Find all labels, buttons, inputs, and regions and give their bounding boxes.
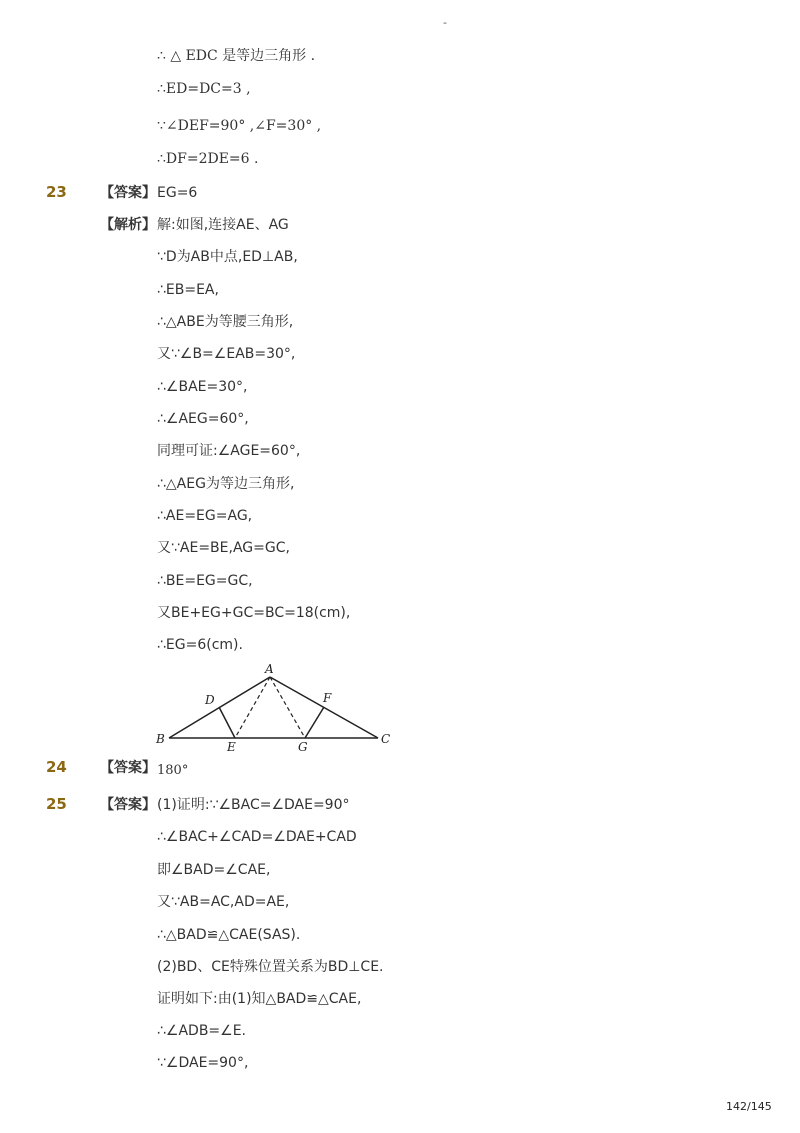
prev-line-1: ∴ △ EDC 是等边三角形 . bbox=[157, 48, 316, 64]
question-number-23: 23 bbox=[46, 183, 67, 201]
segment-DE bbox=[219, 707, 235, 738]
answer-tag-25: 【答案】 bbox=[100, 797, 156, 813]
analysis-line: ∴∠AEG=60°, bbox=[157, 411, 249, 427]
proof-line: ∴△BAD≌△CAE(SAS). bbox=[157, 927, 301, 943]
analysis-line: ∴∠BAE=30°, bbox=[157, 379, 248, 395]
proof-line: ∵∠DAE=90°, bbox=[157, 1055, 249, 1071]
proof-first-line: (1)证明:∵∠BAC=∠DAE=90° bbox=[157, 797, 350, 813]
proof-line: 证明如下:由(1)知△BAD≌△CAE, bbox=[157, 991, 362, 1007]
segment-FG bbox=[305, 707, 324, 738]
question-number-25: 25 bbox=[46, 795, 67, 813]
prev-line-4: ∴DF=2DE=6 . bbox=[157, 151, 259, 167]
header-mark: - bbox=[443, 16, 447, 29]
analysis-line: ∴AE=EG=AG, bbox=[157, 508, 253, 524]
triangle-figure bbox=[150, 660, 400, 755]
proof-line: 又∵AB=AC,AD=AE, bbox=[157, 894, 290, 910]
question-number-24: 24 bbox=[46, 758, 67, 776]
analysis-line: ∴△ABE为等腰三角形, bbox=[157, 314, 294, 330]
proof-line: 即∠BAD=∠CAE, bbox=[157, 862, 271, 878]
analysis-line: ∴BE=EG=GC, bbox=[157, 573, 253, 589]
proof-line: ∴∠BAC+∠CAD=∠DAE+CAD bbox=[157, 829, 357, 845]
proof-line: (2)BD、CE特殊位置关系为BD⊥CE. bbox=[157, 959, 384, 975]
answer-tag-23: 【答案】 bbox=[100, 185, 156, 201]
label-G: G bbox=[298, 740, 308, 754]
answer-24: 180° bbox=[157, 763, 189, 778]
analysis-line: ∴△AEG为等边三角形, bbox=[157, 476, 295, 492]
label-F: F bbox=[323, 691, 332, 705]
label-A: A bbox=[265, 662, 274, 676]
proof-line: ∴∠ADB=∠E. bbox=[157, 1023, 246, 1039]
analysis-line: ∴EG=6(cm). bbox=[157, 637, 243, 653]
segment-AE bbox=[235, 677, 270, 738]
prev-line-3: ∵∠DEF=90° ,∠F=30° , bbox=[157, 118, 322, 134]
answer-tag-24: 【答案】 bbox=[100, 760, 156, 776]
prev-line-2: ∴ED=DC=3 , bbox=[157, 81, 251, 97]
analysis-line: 又BE+EG+GC=BC=18(cm), bbox=[157, 605, 351, 621]
label-B: B bbox=[156, 732, 165, 746]
analysis-tag-23: 【解析】 bbox=[100, 217, 156, 233]
label-C: C bbox=[381, 732, 391, 746]
analysis-line: 又∵AE=BE,AG=GC, bbox=[157, 540, 290, 556]
label-D: D bbox=[205, 693, 215, 707]
analysis-line: 同理可证:∠AGE=60°, bbox=[157, 443, 301, 459]
analysis-line: ∴EB=EA, bbox=[157, 282, 219, 298]
page-number: 142/145 bbox=[726, 1100, 772, 1113]
analysis-intro-23: 解:如图,连接AE、AG bbox=[157, 217, 289, 233]
label-E: E bbox=[227, 740, 236, 754]
analysis-line: ∵D为AB中点,ED⊥AB, bbox=[157, 249, 298, 265]
answer-23: EG=6 bbox=[157, 185, 198, 201]
analysis-line: 又∵∠B=∠EAB=30°, bbox=[157, 346, 296, 362]
